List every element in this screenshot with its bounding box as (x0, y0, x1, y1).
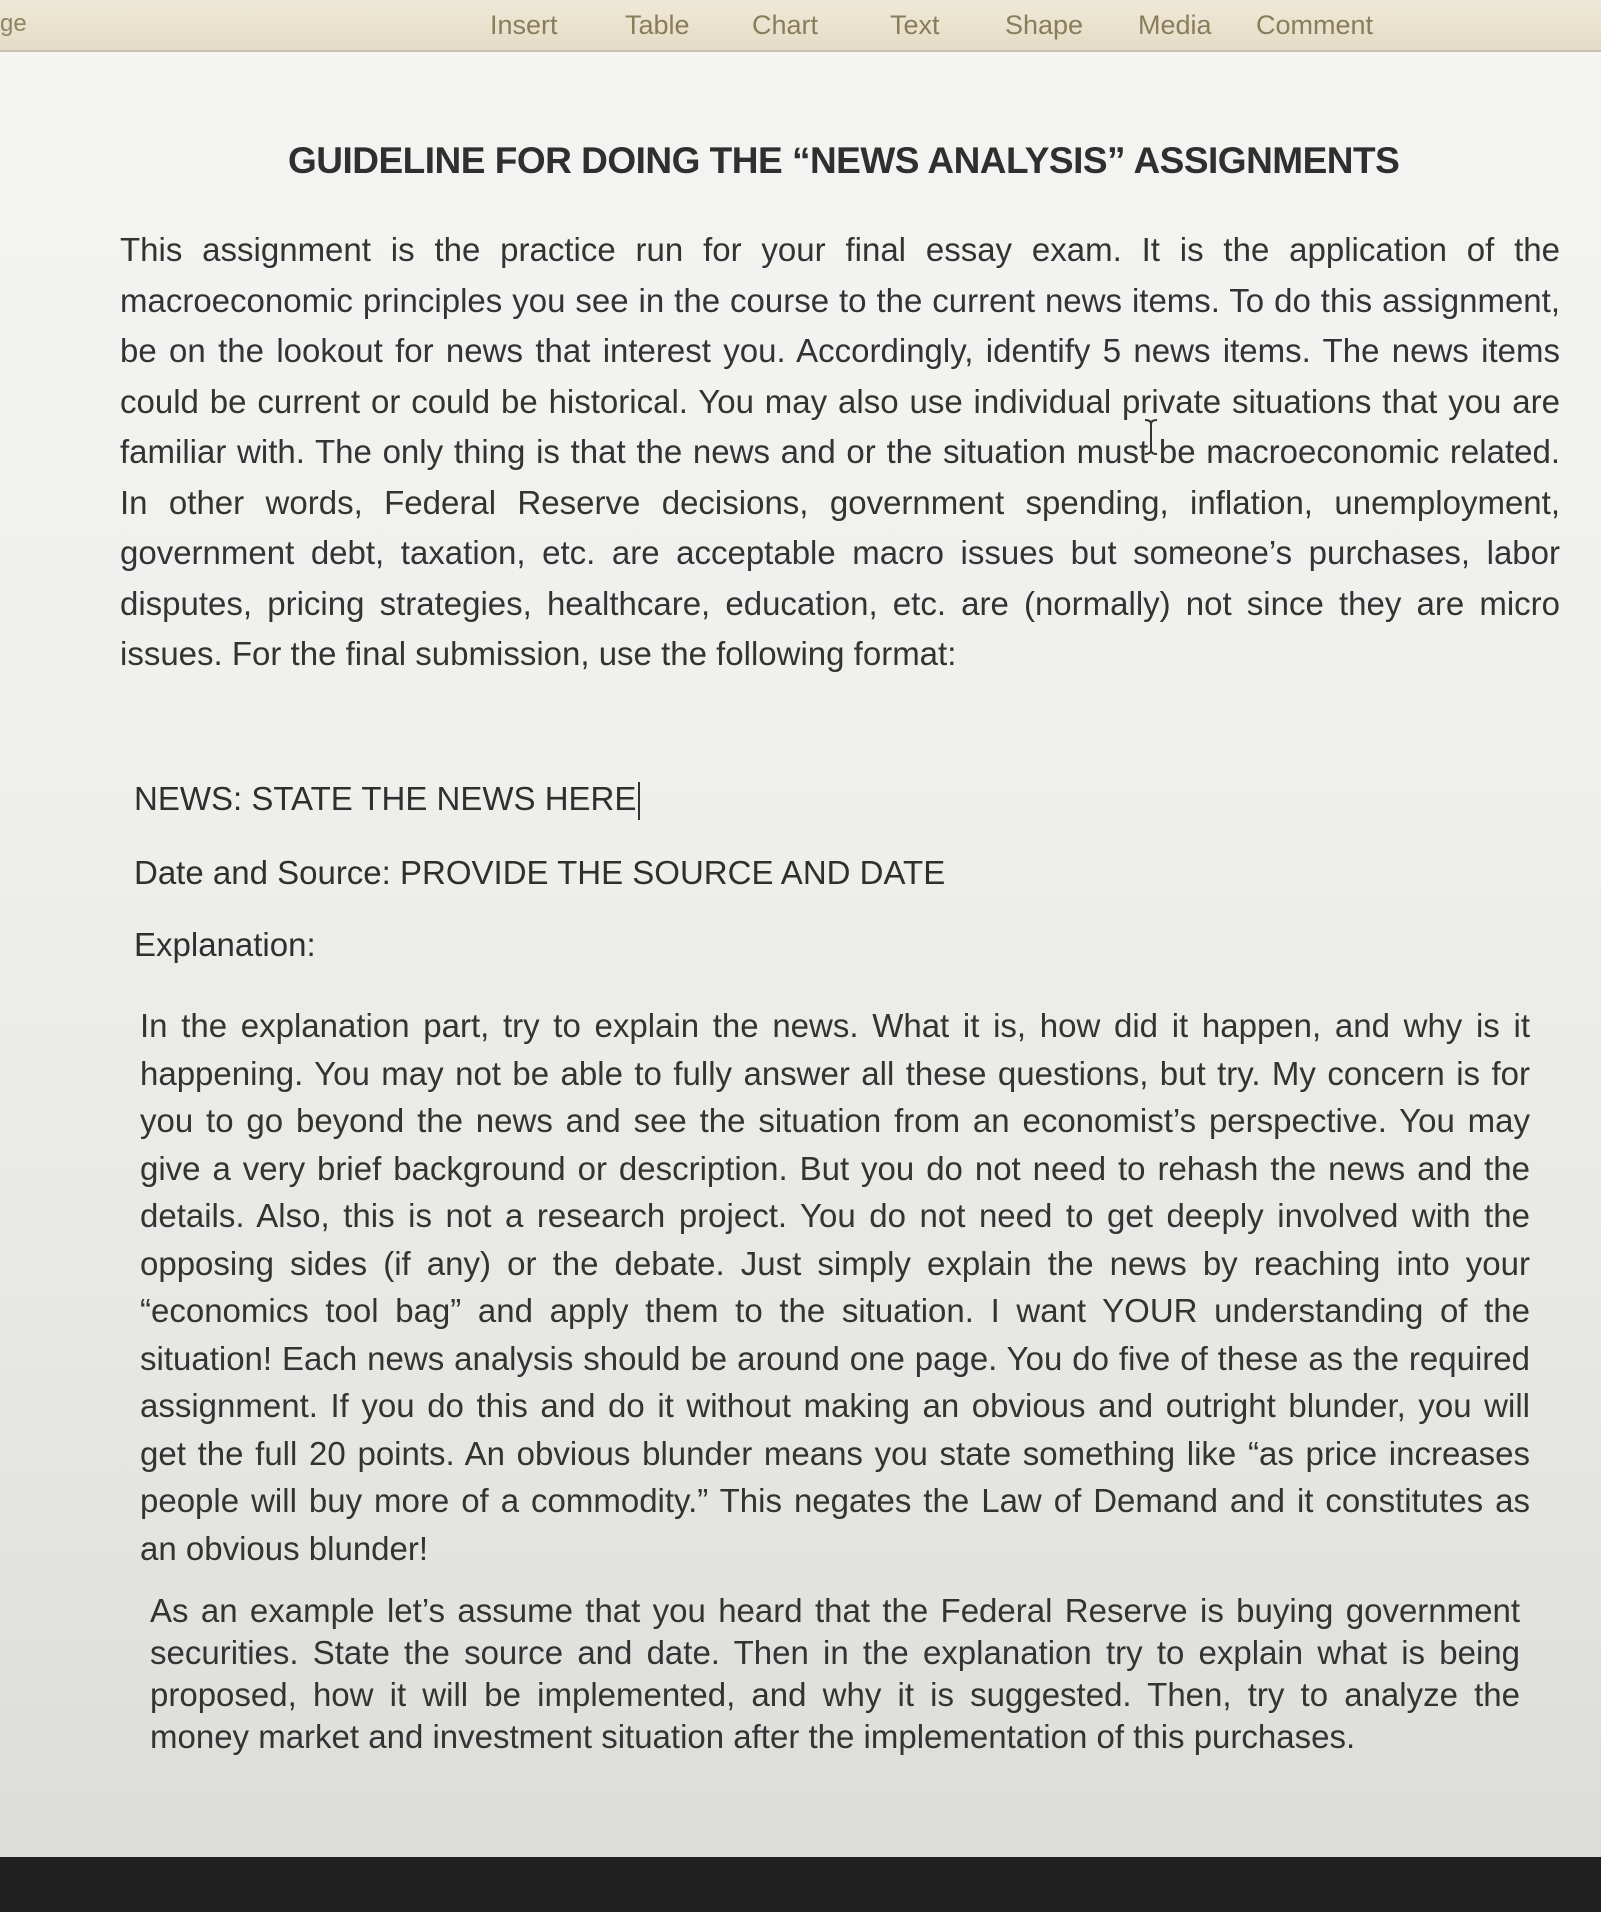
example-paragraph: As an example let’s assume that you heard that the Federal Reserve is buying government securities. State the source and date. Then in the explanation try to explain what is being proposed, how it will be implemented, and why it is suggested. Then, try to analyze the money market and investment situation after the implementation of this purchases. (150, 1592, 1520, 1755)
top-toolbar (0, 0, 1601, 52)
explanation-label: Explanation: (134, 926, 316, 963)
explanation-paragraph: In the explanation part, try to explain the news. What it is, how did it happen, and why is it happening. You may not be able to fully answer all these questions, but try. My concern is for you to go beyond the news and see the situation from an economist’s perspective. You may give a very brief background or description. But you do not need to rehash the news and the details. Also, this is not a research project. You do not need to get deeply involved with the opposing sides (if any) or the debate. Just simply explain the news by reaching into your “economics tool bag” and apply them to the situation. I want YOUR understanding of the situation! Each news analysis should be around one page. You do five of these as the required assignment. If you do this and do it without making an obvious and outright blunder, you will get the full 20 points. An obvious blunder means you state something like “as price increases people will buy more of a commodity.” This negates the Law of Demand and it constitutes as an obvious blunder! (140, 1007, 1530, 1567)
news-line (134, 780, 640, 820)
toolbar-media-button[interactable]: Media (1138, 10, 1212, 40)
toolbar-insert-button[interactable]: Insert (490, 10, 558, 40)
text-caret (638, 782, 640, 820)
date-source-line: Date and Source: PROVIDE THE SOURCE AND DATE (134, 854, 946, 891)
toolbar-table-button[interactable]: Table (625, 10, 690, 40)
toolbar-text-button[interactable]: Text (890, 10, 940, 40)
news-line-text: NEWS: STATE THE NEWS HERE (134, 780, 637, 817)
toolbar-edge-label: ge (0, 10, 27, 37)
toolbar-shape-button[interactable]: Shape (1005, 10, 1084, 40)
bottom-bezel (0, 1857, 1601, 1912)
toolbar-chart-button[interactable]: Chart (752, 10, 819, 40)
intro-paragraph: This assignment is the practice run for your final essay exam. It is the application of the macroeconomic principles you see in the course to the current news items. To do this assignment, be on the lookout for news that interest you. Accordingly, identify 5 news items. The news items could be current or could be historical. You may also use individual private situations that you are familiar with. The only thing is that the news and or the situation must be macroeconomic related. In other words, Federal Reserve decisions, government spending, inflation, unemployment, government debt, taxation, etc. are acceptable macro issues but someone’s purchases, labor disputes, pricing strategies, healthcare, education, etc. are (normally) not since they are micro issues. For the final submission, use the following format: (120, 231, 1560, 672)
document-title: GUIDELINE FOR DOING THE “NEWS ANALYSIS” ASSIGNMENTS (288, 140, 1400, 181)
toolbar-comment-button[interactable]: Comment (1256, 10, 1374, 40)
text-cursor-icon (1143, 418, 1159, 456)
